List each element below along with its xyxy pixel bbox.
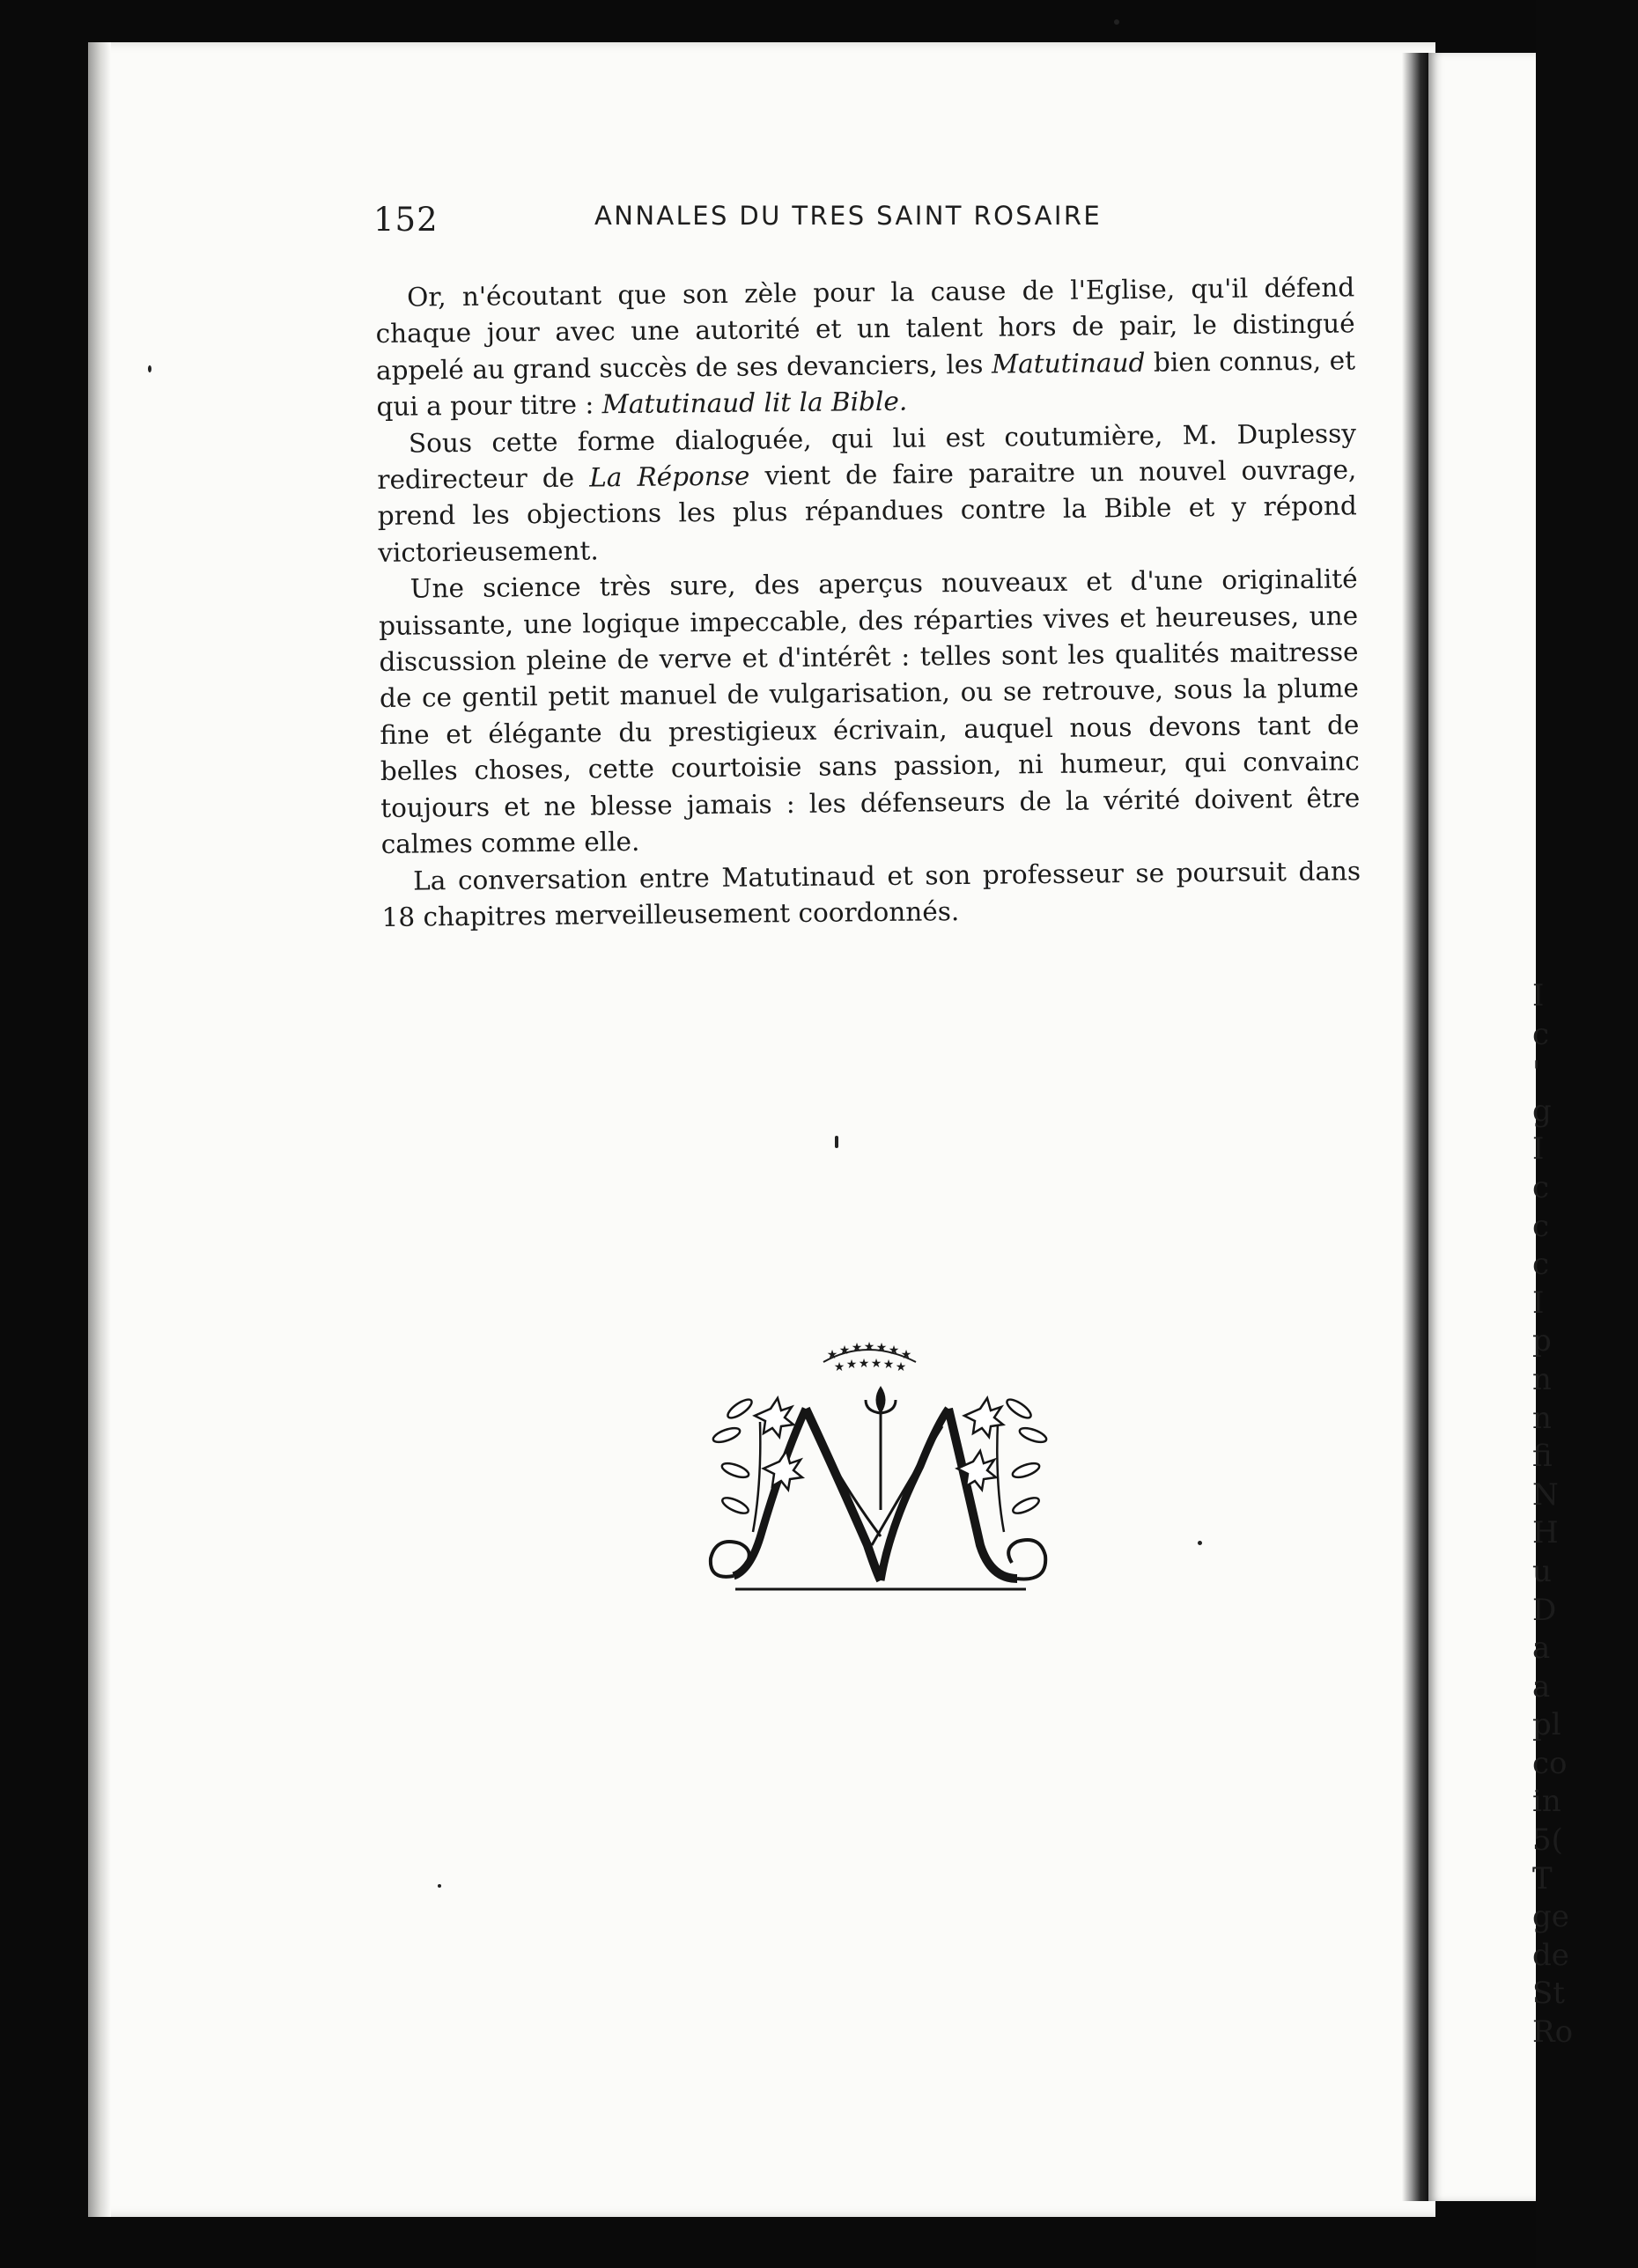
right-page-fragment-line: c: [1532, 1169, 1550, 1205]
right-page-fragment-line: I: [1532, 1131, 1545, 1167]
paragraph-4: La conversation entre Matutinaud et son professeur se poursuit dans 18 chapitres merveilleusement coordonnés.: [381, 855, 1361, 932]
book-series-title: Matutinaud: [991, 347, 1146, 379]
speck: [438, 1884, 441, 1888]
page-number: 152: [373, 201, 439, 239]
speck: [835, 1136, 838, 1148]
right-page-fragment-line: I: [1532, 1285, 1545, 1321]
svg-text:★: ★: [826, 1348, 838, 1362]
svg-text:★: ★: [845, 1358, 858, 1372]
svg-text:★: ★: [895, 1360, 907, 1374]
right-page-fragment-line: 5(: [1532, 1822, 1563, 1859]
paragraph-1-text-b: bien connus, et qui a pour titre :: [376, 345, 1356, 423]
svg-text:★: ★: [888, 1344, 900, 1358]
paragraph-1-text-a: Or, n'écoutant que son zèle pour la cause de l'Eglise, qu'il défend chaque jour avec une autorité et un talent hors de pair, le distingué appelé au grand succès de ses devanciers, les: [375, 272, 1355, 386]
paragraph-2-text-b: vient de faire paraitre un nouvel ouvrage, prend les objections les plus répandues contre la Bible et y répond victorieusement.: [377, 454, 1357, 568]
right-page-fragment-line: N: [1532, 1476, 1559, 1513]
right-page-fragment-line: c: [1532, 1016, 1550, 1052]
right-page-fragment-line: de: [1532, 1937, 1569, 1973]
right-page-fragment-line: ': [1532, 1055, 1541, 1091]
paragraph-2-text-a: Sous cette forme dialoguée, qui lui est coutumière, M. Duplessy redirecteur de: [377, 417, 1357, 496]
right-page-fragment-line: c: [1532, 1247, 1550, 1283]
right-page-fragment-line: p: [1532, 1323, 1552, 1359]
paragraph-1: [375, 269, 1356, 425]
right-page-fragment-line: ge: [1532, 1899, 1569, 1935]
svg-text:★: ★: [870, 1357, 882, 1371]
marian-monogram-ornament: [700, 1325, 1061, 1607]
right-page-fragment-line: c: [1532, 1208, 1550, 1244]
right-page-fragment-line: co: [1532, 1745, 1568, 1781]
right-page-fragment-line: Ro: [1532, 2014, 1574, 2051]
journal-title: La Réponse: [589, 460, 750, 493]
right-page-fragment-line: I: [1532, 978, 1545, 1013]
speck: [148, 365, 151, 372]
fleur-de-lis-icon: [866, 1387, 896, 1510]
right-page-fragment-line: pl: [1532, 1707, 1561, 1743]
svg-text:★: ★: [882, 1358, 895, 1372]
speck: [1114, 19, 1119, 25]
right-page-fragment-line: n: [1532, 1400, 1552, 1436]
star-crown-icon: [823, 1340, 916, 1374]
right-page-fragment-line: T: [1532, 1860, 1553, 1896]
svg-text:★: ★: [900, 1348, 912, 1362]
right-page-fragment-line: n: [1532, 1361, 1552, 1397]
right-page-fragment-line: a: [1532, 1631, 1551, 1667]
svg-text:★: ★: [851, 1341, 863, 1355]
right-page-edge: [1428, 53, 1574, 2201]
speck: [1198, 1541, 1202, 1545]
book-gutter: [1402, 53, 1428, 2201]
paragraph-2: [377, 416, 1358, 571]
paragraph-3: Une science très sure, des aperçus nouveaux et d'une originalité puissante, une logique impeccable, des réparties vives et heureuses, une discussion pleine de verve et d'intérêt : telles sont les qualités maitresse de ce gentil petit manuel de vulgarisation, ou se retrouve, sous la plume fine et élégante du prestigieux écrivain, auquel nous devons tant de belles choses, cette courtoisie sans passion, ni humeur, qui convainc toujours et ne blesse jamais : les défenseurs de la vérité doivent être calmes comme elle.: [378, 563, 1361, 860]
right-page-fragment-line: St: [1532, 1976, 1565, 2012]
article-body: [375, 269, 1361, 936]
svg-text:★: ★: [858, 1357, 870, 1371]
svg-text:★: ★: [838, 1344, 851, 1358]
right-page-fragment-line: H: [1532, 1515, 1559, 1551]
left-lily-spray-icon: [712, 1396, 802, 1532]
right-page-fragment-line: fi: [1532, 1439, 1553, 1475]
right-page-fragment-line: in: [1532, 1784, 1561, 1820]
running-head: ANNALES DU TRES SAINT ROSAIRE: [594, 201, 1103, 231]
right-page-fragment-line: a: [1532, 1668, 1551, 1705]
right-page-fragment-line: u: [1532, 1553, 1552, 1589]
right-page-text-fragments: [1532, 977, 1638, 2052]
book-title: Matutinaud lit la Bible.: [601, 386, 908, 420]
svg-text:★: ★: [833, 1360, 845, 1374]
svg-text:★: ★: [875, 1341, 888, 1355]
svg-text:★: ★: [863, 1340, 875, 1354]
right-page-fragment-line: D: [1532, 1592, 1557, 1628]
right-page-fragment-line: g: [1532, 1093, 1552, 1129]
